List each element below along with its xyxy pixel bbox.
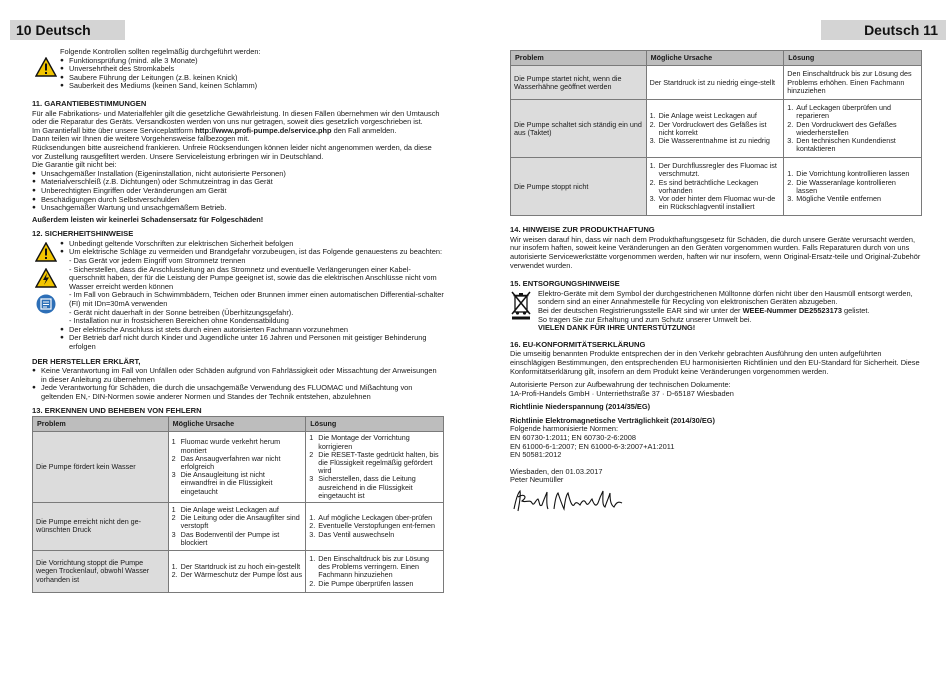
s11-paragraph: Die Garantie gilt nicht bei: (32, 160, 117, 170)
crossed-bin-icon (510, 290, 538, 323)
s15-thanks: VIELEN DANK FÜR IHRE UNTERSTÜTZUNG! (538, 323, 696, 333)
section-13-title: 13. ERKENNEN UND BEHEBEN VON FEHLERN (32, 405, 202, 415)
s11-service-line: Im Garantiefall bitte über unsere Serviceplattform http://www.profi-pumpe.de/service.php den Fall anmelden. (32, 125, 397, 135)
list-item: ● Um elektrische Schläge zu vermeiden und Brandgefahr vorzubeugen, ist das Folgende genauestens zu beachten: (60, 248, 444, 257)
s11-paragraph: Dann teilen wir Ihnen die weitere Vorgehensweise fallbezogen mit. (32, 134, 250, 144)
list-item: ● Der elektrische Anschluss ist stets durch einen autorisierten Fachmann vorzunehmen (60, 326, 444, 335)
info-manual-icon (36, 294, 56, 314)
safety-dash-item: - Installation nur in frostsicheren Bereichen ohne Kondensatbildung (69, 316, 289, 326)
s14-paragraph: Wir weisen darauf hin, dass wir nach dem Produkthaftungsgesetz für Schäden, die durch unsere Geräte verursacht werden, nur insofern haften, soweit keine Veränderungen an den Geräten vorgenommen wurden. Falls Reparaturen durch von uns autorisierte Servicewerkstätte vorgenommen werden, haften wir nur insofern, wenn Original-Ersatz-teile und Original-Zubehör verwendet wurden. (510, 234, 921, 270)
column-header: Problem (511, 51, 647, 66)
s16-signatory-name: Peter Neumüller (510, 475, 564, 485)
section-14-title: 14. HINWEISE ZUR PRODUKTHAFTUNG (510, 225, 655, 235)
maker-list (32, 367, 444, 401)
maker-title: DER HERSTELLER ERKLÄRT, (32, 356, 141, 366)
safety-dash-item: - Sicherstellen, dass die Anschlussleitung an das Stromnetz und eventuelle Verlängerungen einer Kabel-querschnitt haben, der für die Leistung der Pumpe geeignet ist, sowie das die elektrischen Anschlüsse nicht vom Wasser erreicht werden können (69, 264, 437, 291)
list-item: ● Unsachgemäßer Installation (Eigeninstallation, nicht autorisierte Personen) (32, 170, 444, 179)
checks-block (32, 57, 444, 91)
warning-icon (35, 57, 57, 77)
s16-norm: EN 50581:2012 (510, 450, 562, 460)
list-item: ● Materialverschleiß (z.B. Dichtungen) oder Schmutzeintrag in das Gerät (32, 178, 444, 187)
cause-cell: 1. Die Anlage weist Leckagen auf 2. Der Vordruckwert des Gefäßes ist nicht korrekt 3. Die Wasserentnahme ist zu niedrig (646, 100, 784, 158)
column-header: Lösung (306, 417, 444, 432)
right-column (510, 50, 922, 518)
page-right (475, 0, 950, 674)
solution-cell: 1. Den Einschaltdruck bis zur Lösung des Problems verringern. Einen Fachmann hinzuziehen 2. Die Pumpe überprüfen lassen (306, 550, 444, 592)
warning-icon (35, 242, 57, 262)
disposal-block (510, 290, 922, 333)
column-header: Lösung (784, 51, 922, 66)
problem-cell: Die Pumpe erreicht nicht den ge-wünschten Druck (33, 502, 169, 550)
s15-paragraph: So tragen Sie zur Erhaltung und zum Schutz unserer Umwelt bei. (538, 314, 752, 324)
safety-block (32, 240, 444, 352)
list-item: ● Der Betrieb darf nicht durch Kinder und Jugendliche unter 16 Jahren und Personen mit geistiger Behinderung erfolgen (60, 334, 444, 351)
table-header-row (33, 417, 444, 432)
s16-place-date: Wiesbaden, den 01.03.2017 (510, 466, 603, 476)
list-item: ● Keine Verantwortung im Fall von Unfällen oder Schäden aufgrund von Fahrlässigkeit oder Missachtung der Anweisungen in dieser Anleitung zu übernehmen (32, 367, 444, 384)
safety-content (60, 240, 444, 352)
section-15-title: 15. ENTSORGUNGSHINWEISE (510, 279, 620, 289)
problem-cell: Die Pumpe fördert kein Wasser (33, 432, 169, 503)
s16-directive-lv: Richtlinie Niederspannung (2014/35/EG) (510, 402, 651, 412)
s16-directive-emc: Richtlinie Elektromagnetische Verträglichkeit (2014/30/EG) (510, 415, 715, 425)
solution-cell: 1. Die Vorrichtung kontrollieren lassen 2. Die Wasseranlage kontrollieren lassen 3. Mögliche Ventile entfernen (784, 158, 922, 216)
section-11-title: 11. GARANTIEBESTIMMUNGEN (32, 98, 147, 108)
warranty-exclusions-list (32, 170, 444, 213)
table-row (33, 550, 444, 592)
s15-paragraph: Elektro-Geräte mit dem Symbol der durchgestrichenen Mülltonne dürfen nicht über den Hausmüll entsorgt werden, sondern sind an einer Annahmestelle für Recycling von elektronischen Geräten abzugeben. (538, 288, 913, 307)
s11-paragraph: Für alle Fabrikations- und Materialfehler gilt die gesetzliche Gewährleistung. In diesen Fällen übernehmen wir den Umtausch oder die Reparatur des Geräts. Versandkosten werden von uns nur getragen, soweit dies gesetzlich vorgeschrieben ist. (32, 108, 440, 127)
table-header-row (511, 51, 922, 66)
list-item: ● Unberechtigten Eingriffen oder Veränderungen am Gerät (32, 187, 444, 196)
s11-paragraph: Rücksendungen bitte ausreichend frankieren. Unfreie Rücksendungen können leider nicht angenommen werden, da diese vor Zustellung rausgefiltert werden. Unsere Serviceleistung erbringen wir in Deutschland. (32, 142, 432, 161)
list-item: ● Jede Verantwortung für Schäden, die durch die unsachgemäße Verwendung des FLUOMAC und Mißachtung von geltenden EN,- DIN-Normen sowie anderer Normen und Standes der Technik entstehen, abzulehnen (32, 384, 444, 401)
s16-norm: EN 61000-6-1:2007; EN 61000-6-3:2007+A1:2011 (510, 441, 675, 451)
solution-cell: 1 Die Montage der Vorrichtung korrigieren 2 Die RESET-Taste gedrückt halten, bis die Flüssigkeit regelmäßig gefördert wird 3 Sicherstellen, dass die Leitung ausreichend in die Flüssigkeit eingetaucht ist (306, 432, 444, 503)
left-column (32, 48, 444, 593)
section-16-title: 16. EU-KONFORMITÄTSERKLÄRUNG (510, 339, 646, 349)
list-item: ● Funktionsprüfung (mind. alle 3 Monate) (60, 57, 257, 66)
column-header: Mögliche Ursache (646, 51, 784, 66)
cause-cell: Der Startdruck ist zu niedrig einge-stellt (646, 66, 784, 100)
intro-text: Folgende Kontrollen sollten regelmäßig durchgeführt werden: (60, 47, 261, 56)
checks-list (60, 57, 257, 91)
list-item: ● Unversehrtheit des Stromkabels (60, 65, 257, 74)
safety-dash-item: - Das Gerät vor jedem Eingriff vom Stromnetz trennen (69, 256, 246, 266)
problem-cell: Die Pumpe stoppt nicht (511, 158, 647, 216)
table-row (511, 158, 922, 216)
list-item: ● Beschädigungen durch Selbstverschulden (32, 196, 444, 205)
s15-weee-line: Bei der deutschen Registrierungsstelle EAR sind wir unter der WEEE-Nummer DE25523173 gelistet. (538, 305, 870, 315)
signature (510, 487, 922, 518)
problem-cell: Die Pumpe schaltet sich ständig ein und aus (Taktet) (511, 100, 647, 158)
s16-auth-line: Autorisierte Person zur Aufbewahrung der technischen Dokumente: (510, 380, 731, 390)
table-row (33, 502, 444, 550)
troubleshooting-table-left (32, 416, 444, 593)
s16-paragraph: Die umseitig benannten Produkte entsprechen der in den Verkehr gebrachten Ausführung den unten aufgeführten einschlägigen Bestimmungen, den entsprechenden EU harmonisierten Richtlinien und den EU-Standard für Sicherheit. Diese Konformitätserklärung gilt, insofern an dem Produkt keine Veränderungen vorgenommen werden. (510, 349, 920, 376)
page-header-right: Deutsch 11 (821, 20, 946, 40)
column-header: Mögliche Ursache (168, 417, 306, 432)
solution-cell: Den Einschaltdruck bis zur Lösung des Problems erhöhen. Einen Fachmann hinzuziehen (784, 66, 922, 100)
list-item: ● Saubere Führung der Leitungen (z.B. keinen Knick) (60, 74, 257, 83)
troubleshooting-table-right (510, 50, 922, 216)
cause-cell: 1 Die Anlage weist Leckagen auf 2 Die Leitung oder die Ansaugfilter sind verstopft 3 Das Bodenventil der Pumpe ist blockiert (168, 502, 306, 550)
list-item: ● Unsachgemäßer Wartung und unsachgemäßem Betrieb. (32, 204, 444, 213)
table-row (511, 66, 922, 100)
list-item: ● Sauberkeit des Mediums (keinen Sand, keinen Schlamm) (60, 82, 257, 91)
service-url-link[interactable]: http://www.profi-pumpe.de/service.php (195, 125, 332, 135)
electric-shock-icon (35, 268, 57, 288)
cause-cell: 1. Der Startdruck ist zu hoch ein-gestellt 2. Der Wärmeschutz der Pumpe löst aus (168, 550, 306, 592)
section-12-title: 12. SICHERHEITSHINWEISE (32, 229, 134, 239)
s16-norm: EN 60730-1:2011; EN 60730-2-6:2008 (510, 433, 637, 443)
safety-dash-item: - Gerät nicht dauerhaft in der Sonne betreiben (Überhitzungsgefahr). (69, 307, 294, 317)
table-row (511, 100, 922, 158)
page-header-left: 10 Deutsch (10, 20, 125, 40)
solution-cell: 1. Auf Leckagen überprüfen und reparieren 2. Den Vordruckwert des Gefäßes wiederherstellen 3. Den technischen Kundendienst kontaktieren (784, 100, 922, 158)
safety-dash-item: - Im Fall von Gebrauch in Schwimmbädern, Teichen oder Brunnen immer einen automatischen Differential-schalter (FI) mit IDn=30mA verwenden (69, 290, 444, 309)
problem-cell: Die Vorrichtung stoppt die Pumpe wegen Trockenlauf, obwohl Wasser vorhanden ist (33, 550, 169, 592)
solution-cell: 1. Auf mögliche Leckagen über-prüfen 2. Eventuelle Verstopfungen ent-fernen 3. Das Ventil auswechseln (306, 502, 444, 550)
cause-cell: 1. Der Durchflussregler des Fluomac ist verschmutzt. 2. Es sind beträchtliche Leckagen vorhanden 3. Vor oder hinter dem Fluomac wur-de ein Rückschlagventil installiert (646, 158, 784, 216)
column-header: Problem (33, 417, 169, 432)
table-row (33, 432, 444, 503)
s16-auth-address: 1A-Profi-Handels GmbH · Unterriethstraße 37 · D-65187 Wiesbaden (510, 388, 734, 398)
cause-cell: 1 Fluomac wurde verkehrt herum montiert 2 Das Ansaugverfahren war nicht erfolgreich 3 Die Ansaugleitung ist nicht einwandfrei in die Flüssigkeit eingetaucht (168, 432, 306, 503)
s11-bold-note: Außerdem leisten wir keinerlei Schadensersatz für Folgeschäden! (32, 214, 264, 224)
s16-norms-title: Folgende harmonisierte Normen: (510, 424, 619, 434)
disposal-content (538, 290, 922, 333)
list-item: ● Unbedingt geltende Vorschriften zur elektrischen Sicherheit befolgen (60, 240, 444, 249)
problem-cell: Die Pumpe startet nicht, wenn die Wasserhähne geöffnet werden (511, 66, 647, 100)
